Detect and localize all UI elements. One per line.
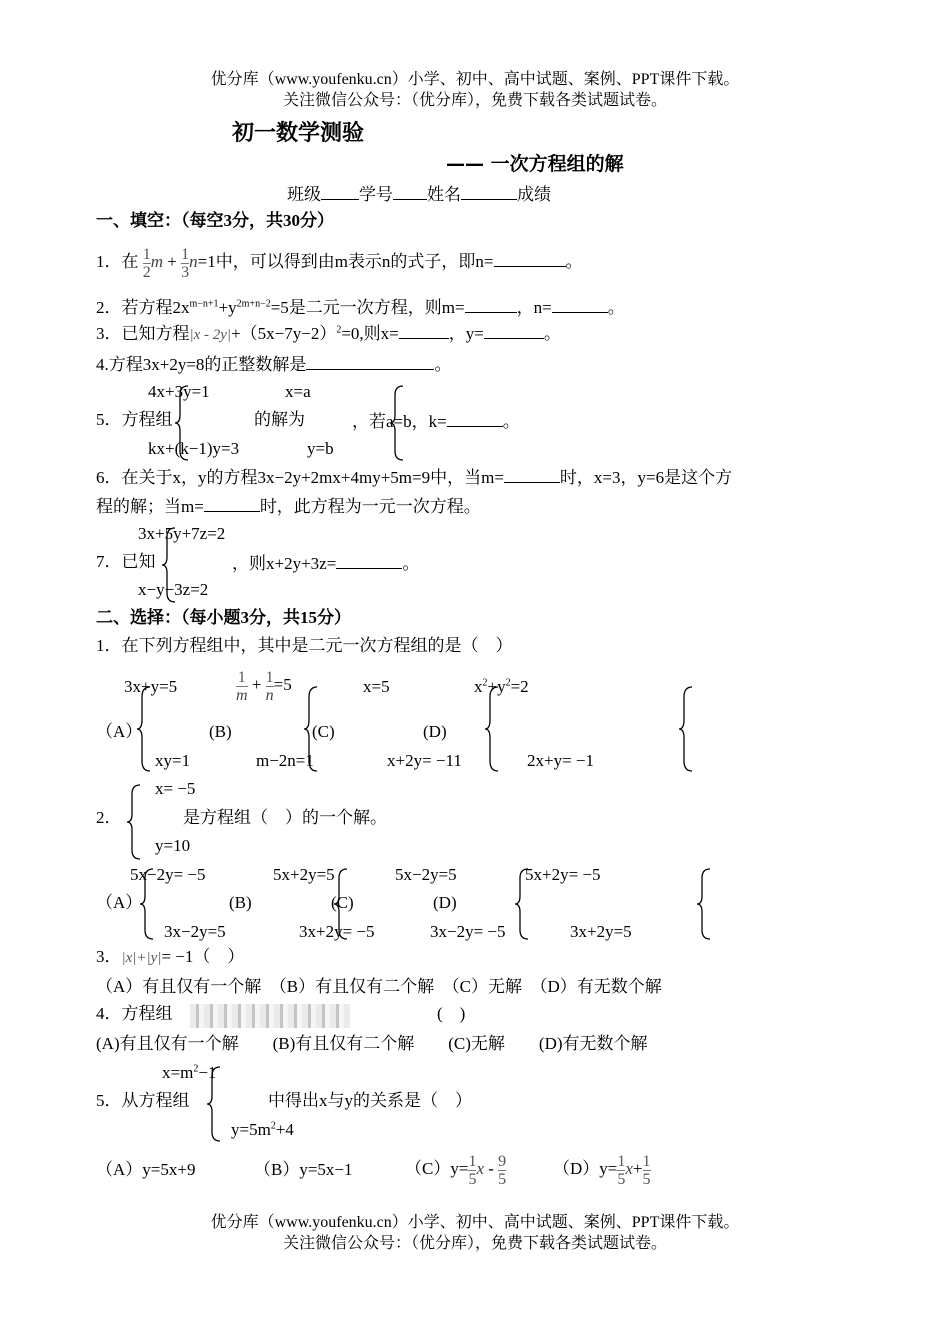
class-blank[interactable] <box>321 183 359 200</box>
brace-icon <box>486 686 502 772</box>
s2-q5-bot-text: y=5m <box>231 1120 271 1139</box>
s1-q4-blank[interactable] <box>306 353 434 370</box>
fraction-1-over-5: $\frac{1}{5}$ <box>468 1152 477 1188</box>
s2-q1-b-top <box>236 666 292 704</box>
page-subtitle: —— 一次方程组的解 <box>446 153 624 175</box>
name-label: 姓名 <box>427 185 461 204</box>
s2-q3-abs-y: |y| <box>146 950 162 966</box>
s1-q2-end: 。 <box>607 298 625 317</box>
s2-q5-option-d[interactable] <box>553 1150 651 1188</box>
s1-q3-y: ，y= <box>448 324 484 343</box>
brace-icon <box>176 385 192 461</box>
s2-q5-c-minus: - <box>488 1159 494 1178</box>
s2-q3 <box>96 947 244 968</box>
s1-q2 <box>96 296 625 318</box>
s2-q1-d-sup1: 2 <box>482 677 488 689</box>
s1-q4 <box>96 353 451 375</box>
s1-q1-plus: + <box>167 252 177 271</box>
s1-q2-sup2: 2m+n−2 <box>236 298 271 310</box>
brace-icon <box>335 868 351 940</box>
fraction-9-over-5: $\frac{9}{5}$ <box>498 1152 507 1188</box>
page-title: 初一数学测验 <box>232 121 365 146</box>
s2-q1-c-top: x=5 <box>363 677 390 696</box>
s2-q5-bot-sup: 2 <box>270 1120 276 1132</box>
s1-q3 <box>96 322 561 345</box>
s2-q2-a-bot: 3x−2y=5 <box>164 922 226 941</box>
fraction-third: $\frac{1}{3}$ <box>181 245 190 281</box>
s1-q5-top2: x=a <box>285 382 311 401</box>
s2-q5-d-x: x <box>625 1159 633 1178</box>
s1-q4-end: 。 <box>434 355 452 374</box>
s1-q7-pre: 7．已知 <box>96 552 156 571</box>
s1-q2-mid: +y <box>218 298 237 317</box>
s2-q3-pre: 3． <box>96 947 122 966</box>
s1-q5-top1: 4x+3y=1 <box>148 382 210 401</box>
s2-q2-d-top: 5x+2y= −5 <box>525 865 601 884</box>
s2-q2-label-c[interactable]: (C) <box>331 893 354 912</box>
s1-q6-text1: 6．在关于x，y的方程3x−2y+2mx+4my+5m=9中，当m= <box>96 468 504 487</box>
brace-icon <box>698 868 714 940</box>
s1-q2-n: ，n= <box>516 298 552 317</box>
brace-icon <box>163 527 179 603</box>
blurred-equation-image <box>190 1004 350 1028</box>
score-label: 成绩 <box>517 185 551 204</box>
s1-q5-blank[interactable] <box>447 410 503 427</box>
footer-line-1: 优分库（www.youfenku.cn）小学、初中、高中试题、案例、PPT课件下载。 <box>210 1214 740 1231</box>
s1-q7-post-line <box>232 552 419 574</box>
s1-q6-line1 <box>96 466 732 488</box>
s2-q5-option-c[interactable] <box>405 1150 506 1188</box>
name-blank[interactable] <box>461 183 517 200</box>
s2-q2-stem: 是方程组（ ）的一个解。 <box>183 808 387 827</box>
s1-q1-var-m: m <box>150 252 164 271</box>
s2-q1-b-plus: + <box>251 675 262 694</box>
brace-icon <box>391 385 407 461</box>
s2-q4-paren: ( ) <box>437 1004 466 1023</box>
s2-q2-label-d[interactable]: (D) <box>433 893 457 912</box>
s2-q2-c-top: 5x−2y=5 <box>395 865 457 884</box>
number-label: 学号 <box>359 185 393 204</box>
s2-q5-pre: 5．从方程组 <box>96 1091 190 1110</box>
s2-q2-pre: 2． <box>96 808 122 827</box>
s2-q1-d-bot: 2x+y= −1 <box>527 751 595 770</box>
s1-q2-post: =5是二元一次方程，则m= <box>270 298 465 317</box>
s1-q3-pre: 3．已知方程 <box>96 324 190 343</box>
class-label: 班级 <box>287 185 321 204</box>
s2-q3-abs-x: |x| <box>121 950 137 966</box>
s2-q5-top-text: x=m <box>162 1063 194 1082</box>
s1-q1-post: =1中，可以得到由m表示n的式子，即n= <box>197 252 494 271</box>
s2-q5-d-pre: （D）y= <box>553 1159 618 1178</box>
s2-q3-plus: + <box>136 950 147 966</box>
s2-q2-label-b[interactable]: (B) <box>229 893 252 912</box>
s2-q2-d-bot: 3x+2y=5 <box>570 922 632 941</box>
fraction-1-over-m: $\frac{1}{m}$ <box>236 668 248 704</box>
s2-q2-bot: y=10 <box>155 836 191 855</box>
s1-q3-end: 。 <box>543 324 561 343</box>
header-line-1: 优分库（www.youfenku.cn）小学、初中、高中试题、案例、PPT课件下载。 <box>210 71 740 88</box>
fraction-half: $\frac{1}{2}$ <box>142 245 151 281</box>
s2-q1-d-mid: +y <box>487 677 506 696</box>
s2-q5-d-plus: + <box>632 1159 643 1178</box>
s1-q7-bot: x−y−3z=2 <box>138 580 209 599</box>
s2-q1-label-a[interactable]: （A） <box>96 722 143 741</box>
fraction-1-over-5: $\frac{1}{5}$ <box>642 1152 651 1188</box>
info-line <box>287 183 551 205</box>
s2-q2-c-bot: 3x−2y= −5 <box>430 922 506 941</box>
section2-heading: 二、选择：（每小题3分，共15分） <box>96 608 351 627</box>
s1-q2-sup1: m−n+1 <box>189 298 219 310</box>
s1-q1-blank[interactable] <box>494 250 566 267</box>
brace-icon <box>680 686 696 772</box>
brace-icon <box>141 868 157 940</box>
s2-q5-c-pre: （C）y= <box>405 1159 469 1178</box>
s1-q5-post-line <box>352 410 520 432</box>
s2-q5-bot-end: +4 <box>275 1120 294 1139</box>
fraction-1-over-n: $\frac{1}{n}$ <box>265 668 274 704</box>
s1-q2-pre: 2．若方程2x <box>96 298 190 317</box>
s1-q5-bot2: y=b <box>307 439 334 458</box>
s2-q1-b-bot: m−2n=1 <box>256 751 314 770</box>
s2-q5-c-x: x <box>476 1159 484 1178</box>
s1-q3-blank-x[interactable] <box>399 322 449 339</box>
s1-q2-blank-n[interactable] <box>552 296 608 313</box>
s1-q3-abs: |x - 2y| <box>189 327 232 343</box>
s1-q6-text1b: 时，x=3，y=6是这个方 <box>559 468 733 487</box>
s1-q7-end: 。 <box>402 554 420 573</box>
s2-q2-top: x= −5 <box>155 779 196 798</box>
s2-q1-label-b[interactable]: (B) <box>209 722 232 741</box>
section1-heading: 一、填空：（每空3分，共30分） <box>96 211 334 230</box>
s2-q1-stem: 1．在下列方程组中，其中是二元一次方程组的是（ ） <box>96 636 513 655</box>
s2-q3-options: （A）有且仅有一个解 （B）有且仅有二个解 （C）无解 （D）有无数个解 <box>96 977 662 996</box>
s1-q5-end: 。 <box>502 412 520 431</box>
brace-icon <box>208 1066 224 1142</box>
s1-q2-blank-m[interactable] <box>465 296 517 313</box>
s1-q7-top: 3x+5y+7z=2 <box>138 524 226 543</box>
s2-q5-bot <box>231 1120 294 1140</box>
brace-icon <box>138 686 154 772</box>
s1-q7-blank[interactable] <box>336 552 402 569</box>
s2-q1-label-c[interactable]: (C) <box>312 722 335 741</box>
s2-q2-label-a[interactable]: （A） <box>96 893 143 912</box>
s2-q5-stem: 中得出x与y的关系是（ ） <box>268 1091 472 1110</box>
s1-q4-text: 4.方程3x+2y=8的正整数解是 <box>96 355 307 374</box>
s2-q1-label-d[interactable]: (D) <box>423 722 447 741</box>
s2-q5-option-b[interactable]: （B）y=5x−1 <box>254 1160 353 1179</box>
s2-q1-a-top: 3x+y=5 <box>124 677 178 696</box>
s1-q1-var-n: n <box>189 252 198 271</box>
s2-q5-option-a[interactable]: （A）y=5x+9 <box>96 1160 196 1179</box>
brace-icon <box>516 868 532 940</box>
s1-q7-post: ，则x+2y+3z= <box>232 554 337 573</box>
s1-q3-post: +（5x−7y−2） <box>231 324 337 343</box>
s1-q6-blank1[interactable] <box>504 466 560 483</box>
s2-q2-a-top: 5x−2y= −5 <box>130 865 206 884</box>
s1-q6-line2 <box>96 495 481 517</box>
s2-q2-b-top: 5x+2y=5 <box>273 865 335 884</box>
s2-q1-a-bot: xy=1 <box>155 751 191 770</box>
brace-icon <box>128 784 144 860</box>
s1-q3-tail: =0,则x= <box>341 324 399 343</box>
s2-q1-c-bot: x+2y= −11 <box>387 751 462 770</box>
s1-q6-text2b: 时，此方程为一元一次方程。 <box>259 497 481 516</box>
s2-q2-b-bot: 3x+2y= −5 <box>299 922 375 941</box>
fraction-1-over-5: $\frac{1}{5}$ <box>617 1152 626 1188</box>
s1-q1-pre: 1．在 <box>96 252 139 271</box>
s1-q1-end: 。 <box>565 252 583 271</box>
s1-q5-mid: 的解为 <box>254 410 305 429</box>
s1-q6-blank2[interactable] <box>204 495 260 512</box>
s2-q3-post: = −1（ ） <box>161 947 245 966</box>
s2-q1-d-x: x <box>474 677 483 696</box>
s1-q5-bot1: kx+(k−1)y=3 <box>148 439 240 458</box>
s1-q5-pre: 5．方程组 <box>96 410 173 429</box>
brace-icon <box>305 686 321 772</box>
s2-q5-top-end: −1 <box>198 1063 217 1082</box>
number-blank[interactable] <box>393 183 427 200</box>
header-line-2: 关注微信公众号：（优分库），免费下载各类试题试卷。 <box>282 92 667 109</box>
s2-q1-d-end: =2 <box>510 677 529 696</box>
s1-q6-text2a: 程的解；当m= <box>96 497 204 516</box>
s1-q1 <box>96 243 583 281</box>
s2-q4-pre: 4．方程组 <box>96 1004 173 1023</box>
s1-q3-blank-y[interactable] <box>484 322 544 339</box>
s2-q4-options: (A)有且仅有一个解 (B)有且仅有二个解 (C)无解 (D)有无数个解 <box>96 1034 648 1053</box>
s1-q5-post: ，若a=b，k= <box>352 412 447 431</box>
s1-q3-sup: 2 <box>336 324 342 336</box>
s2-q1-b-eq: =5 <box>273 675 292 694</box>
footer-line-2: 关注微信公众号：（优分库），免费下载各类试题试卷。 <box>282 1235 667 1252</box>
s2-q1-d-sup2: 2 <box>505 677 511 689</box>
s2-q5-top-sup: 2 <box>193 1063 199 1075</box>
